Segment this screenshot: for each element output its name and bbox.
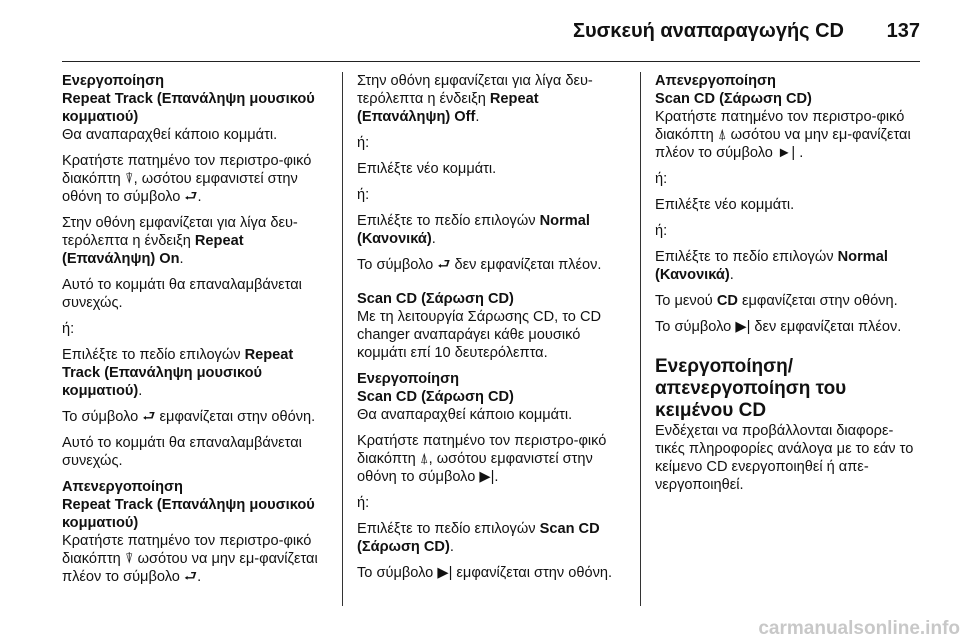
column-2 — [357, 72, 619, 590]
section-heading: Ενεργοποίηση/ απενεργοποίηση του κειμένου CD — [655, 356, 847, 421]
text: . — [475, 109, 480, 125]
paragraph: ή: — [357, 187, 370, 203]
watermark: carmanualsonline.info — [758, 618, 960, 639]
subheading: Repeat Track (Επανάληψη μουσικού κομματιού) — [62, 91, 315, 125]
paragraph — [62, 346, 324, 400]
subheading: Scan CD (Σάρωση CD) — [655, 91, 812, 107]
bold-text: Repeat (Επανάληψη) On — [62, 233, 244, 267]
paragraph: Το σύμβολο ▶︎| δεν εμφανίζεται πλέον. — [655, 319, 902, 335]
paragraph: Κρατήστε πατημένο τον περιστρο-φικό διακόπτη ⍋, ωσότου εμφανιστεί στην οθόνη το σύμβολο ▶︎|. — [357, 433, 607, 485]
section-heading: Scan CD (Σάρωση CD) — [357, 291, 514, 307]
text: Στην οθόνη εμφανίζεται για λίγα δευ-τερόλεπτα η ένδειξη — [62, 215, 298, 249]
bold-text: Scan CD (Σάρωση CD) — [357, 521, 600, 555]
text: εμφανίζεται στην οθόνη. — [737, 293, 898, 309]
column-divider — [640, 72, 641, 606]
paragraph: ή: — [62, 321, 75, 337]
page-number: 137 — [886, 20, 920, 42]
column-3 — [655, 72, 917, 502]
text: Στην οθόνη εμφανίζεται για λίγα δευ-τερόλεπτα η ένδειξη — [357, 73, 593, 107]
paragraph — [357, 520, 619, 556]
paragraph: Με τη λειτουργία Σάρωσης CD, το CD changer αναπαράγει κάθε μουσικό κομμάτι επί 10 δευτερόλεπτα. — [357, 309, 602, 361]
text: Το μενού — [655, 293, 717, 309]
paragraph — [655, 292, 917, 310]
page-title: Συσκευή αναπαραγωγής CD — [572, 20, 844, 42]
paragraph: ή: — [655, 171, 668, 187]
column-1 — [62, 72, 324, 594]
text: . — [449, 539, 454, 555]
paragraph: ή: — [655, 223, 668, 239]
bold-text: Repeat (Επανάληψη) Off — [357, 91, 539, 125]
text: . — [138, 383, 143, 399]
paragraph: Θα αναπαραχθεί κάποιο κομμάτι. — [357, 407, 573, 423]
paragraph: Κρατήστε πατημένο τον περιστρο-φικό διακόπτη ⍋ ωσότου να μην εμ-φανίζεται πλέον το σύμβολο ►| . — [655, 109, 911, 161]
bold-text: Repeat Track (Επανάληψη μουσικού κομματιού) — [62, 347, 294, 399]
paragraph — [357, 212, 619, 248]
bold-text: Normal (Κανονικά) — [655, 249, 888, 283]
text: . — [431, 231, 436, 247]
text: Επιλέξτε το πεδίο επιλογών — [655, 249, 838, 265]
bold-text: Normal (Κανονικά) — [357, 213, 590, 247]
paragraph — [655, 248, 917, 284]
paragraph: Κρατήστε πατημένο τον περιστρο-φικό διακόπτη ⍒, ωσότου εμφανιστεί στην οθόνη το σύμβολο ⮐. — [62, 153, 312, 205]
subheading: Scan CD (Σάρωση CD) — [357, 389, 514, 405]
header-rule — [62, 61, 920, 62]
paragraph: Ενδέχεται να προβάλλονται διαφορε-τικές πληροφορίες ανάλογα με το εάν το κείμενο CD ενεργοποιηθεί ή απε-νεργοποιηθεί. — [655, 423, 914, 493]
text: Επιλέξτε το πεδίο επιλογών — [62, 347, 245, 363]
paragraph: Αυτό το κομμάτι θα επαναλαμβάνεται συνεχώς. — [62, 277, 302, 311]
paragraph: Επιλέξτε νέο κομμάτι. — [357, 161, 497, 177]
subheading: Ενεργοποίηση — [357, 371, 459, 387]
paragraph — [62, 214, 324, 268]
paragraph: Επιλέξτε νέο κομμάτι. — [655, 197, 795, 213]
subheading: Απενεργοποίηση — [655, 73, 776, 89]
paragraph: Το σύμβολο ⮐ δεν εμφανίζεται πλέον. — [357, 257, 602, 273]
text: . — [179, 251, 184, 267]
page-header — [0, 0, 960, 62]
paragraph: ή: — [357, 135, 370, 151]
text: . — [729, 267, 734, 283]
text: Επιλέξτε το πεδίο επιλογών — [357, 213, 540, 229]
paragraph: ή: — [357, 495, 370, 511]
column-divider — [342, 72, 343, 606]
subheading: Ενεργοποίηση — [62, 73, 164, 89]
paragraph: Το σύμβολο ▶︎| εμφανίζεται στην οθόνη. — [357, 565, 613, 581]
paragraph: Το σύμβολο ⮐ εμφανίζεται στην οθόνη. — [62, 409, 316, 425]
subheading: Απενεργοποίηση — [62, 479, 183, 495]
paragraph: Θα αναπαραχθεί κάποιο κομμάτι. — [62, 127, 278, 143]
bold-text: CD — [716, 293, 738, 309]
paragraph: Αυτό το κομμάτι θα επαναλαμβάνεται συνεχώς. — [62, 435, 302, 469]
paragraph: Κρατήστε πατημένο τον περιστρο-φικό διακόπτη ⍒ ωσότου να μην εμ-φανίζεται πλέον το σύμβολο ⮐. — [62, 533, 318, 585]
subheading: Repeat Track (Επανάληψη μουσικού κομματιού) — [62, 497, 315, 531]
paragraph — [357, 72, 619, 126]
text: Επιλέξτε το πεδίο επιλογών — [357, 521, 540, 537]
